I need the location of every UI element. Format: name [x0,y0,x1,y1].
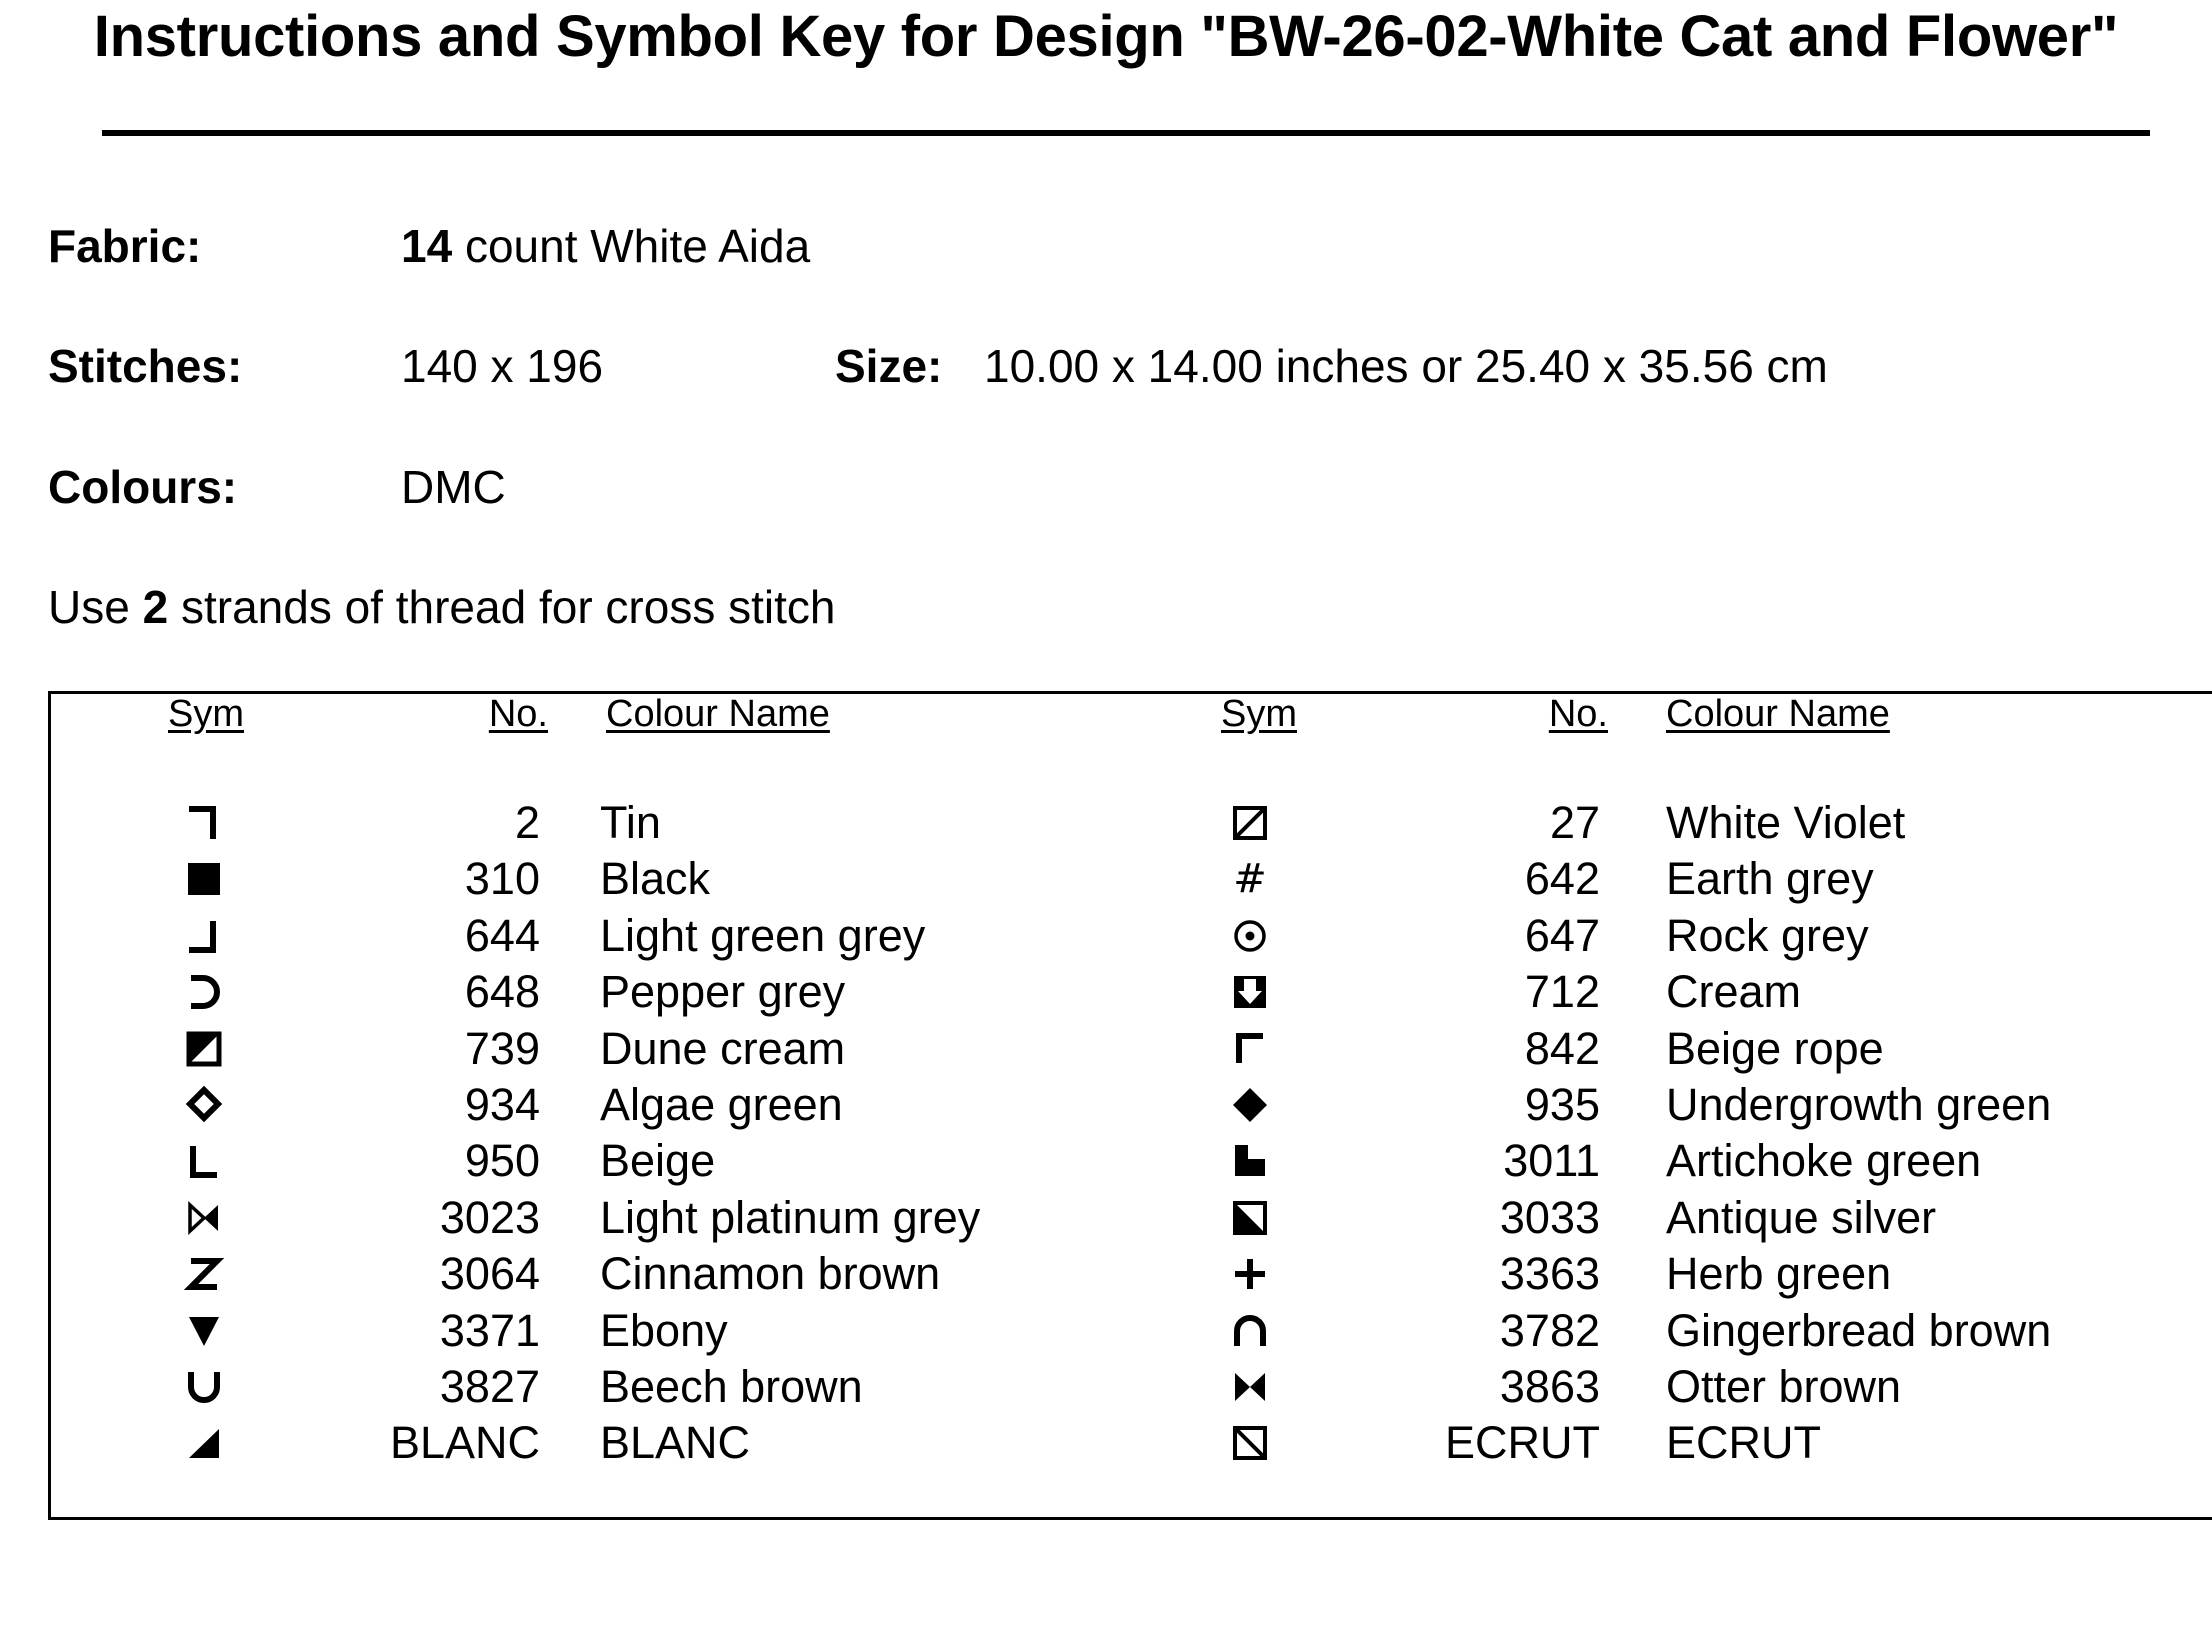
strands-suffix: strands of thread for cross stitch [168,581,836,633]
half-bowtie-icon [182,1196,226,1240]
header-sym-left: Sym [168,693,244,735]
colour-name: Artichoke green [1666,1135,1982,1187]
colour-name: Otter brown [1666,1361,1902,1412]
colour-name: Black [600,853,711,905]
colour-number: 3033 [1499,1191,1600,1243]
z-letter-icon [182,1252,226,1296]
corner-top-right-icon [182,801,226,845]
down-arrow-square-icon [1228,970,1272,1014]
colour-number: 935 [1524,1079,1600,1130]
colour-number: BLANC [389,1417,540,1469]
colour-name: Beige [600,1135,716,1187]
colour-number: 3782 [1499,1304,1600,1356]
strands-instruction [48,582,835,632]
page-title: Instructions and Symbol Key for Design "BW-26-02-White Cat and Flower" [93,4,2119,69]
colour-number: 3363 [1499,1248,1600,1300]
colour-number: 3064 [439,1248,540,1300]
filled-square-icon [182,857,226,901]
plus-icon [1228,1252,1272,1296]
colour-name: Tin [600,797,661,848]
stitches-label: Stitches: [48,340,243,392]
fabric-value [401,221,810,271]
colour-number: 3023 [439,1191,540,1243]
colour-number: 3371 [439,1304,540,1356]
header-colour-name-left: Colour Name [606,693,830,735]
colour-name: Undergrowth green [1666,1079,2052,1130]
header-colour-name-right: Colour Name [1666,693,1890,735]
corner-top-left-icon [1228,1027,1272,1071]
l-block-icon [1228,1139,1272,1183]
colour-number: 3011 [1503,1135,1600,1187]
down-triangle-icon [182,1309,226,1353]
square-slash-icon [1228,801,1272,845]
colour-name: BLANC [600,1417,751,1469]
diamond-outline-icon [182,1083,226,1127]
circle-dot-icon [1228,914,1272,958]
open-left-c-icon [182,970,226,1014]
colour-name: Beige rope [1666,1022,1884,1074]
header-no-right: No. [1548,693,1608,735]
header-sym-right: Sym [1221,693,1297,735]
colour-name: Beech brown [600,1361,863,1412]
colour-number: ECRUT [1445,1417,1600,1469]
colour-number: 648 [464,966,540,1018]
size-value: 10.00 x 14.00 inches or 25.40 x 35.56 cm [984,340,1828,392]
colour-name: Gingerbread brown [1666,1304,2052,1356]
colour-number: 842 [1524,1022,1600,1074]
header-no-left: No. [488,693,548,735]
colour-name: Earth grey [1666,853,1874,905]
strands-prefix: Use [48,581,143,633]
colour-number: 642 [1524,853,1600,905]
colour-number: 2 [514,797,540,848]
colour-name: Light platinum grey [600,1191,981,1243]
colour-number: 647 [1524,909,1600,961]
size-label: Size: [835,340,943,392]
u-cup-icon [182,1365,226,1409]
colour-name: Cream [1666,966,1802,1018]
fabric-label: Fabric: [48,220,202,272]
colour-number: 27 [1549,797,1600,848]
fabric-count: 14 [401,220,453,272]
colour-number: 712 [1524,966,1600,1018]
title-divider [102,130,2150,136]
colour-number: 934 [464,1079,540,1130]
half-filled-square-icon [182,1027,226,1071]
colour-name: Dune cream [600,1022,846,1074]
corner-bottom-left-icon [182,1139,226,1183]
square-backslash-icon [1228,1421,1272,1465]
colour-number: 3863 [1499,1361,1600,1412]
colours-value: DMC [401,461,506,513]
colour-name: Herb green [1666,1248,1892,1300]
colour-name: Antique silver [1666,1191,1937,1243]
colour-name: Rock grey [1666,909,1869,961]
colour-number: 739 [464,1022,540,1074]
bowtie-icon [1228,1365,1272,1409]
colour-name: Ebony [600,1304,728,1356]
colour-number: 3827 [439,1361,540,1412]
colour-number: 950 [464,1135,540,1187]
colour-name: White Violet [1666,797,1906,848]
hash-icon [1228,857,1272,901]
stitches-value: 140 x 196 [401,340,604,392]
colour-name: ECRUT [1666,1417,1821,1469]
strands-count: 2 [142,581,169,633]
colour-number: 644 [464,909,540,961]
colour-name: Cinnamon brown [600,1248,941,1300]
n-arch-icon [1228,1309,1272,1353]
colour-name: Pepper grey [600,966,846,1018]
fabric-description: count White Aida [452,220,811,272]
square-triangle-icon [1228,1196,1272,1240]
corner-triangle-icon [182,1421,226,1465]
corner-bottom-right-icon [182,914,226,958]
colours-label: Colours: [48,461,238,513]
filled-diamond-icon [1228,1083,1272,1127]
colour-number: 310 [464,853,540,905]
hash-glyph: # [1233,856,1267,903]
colour-name: Algae green [600,1079,843,1130]
colour-name: Light green grey [600,909,926,961]
